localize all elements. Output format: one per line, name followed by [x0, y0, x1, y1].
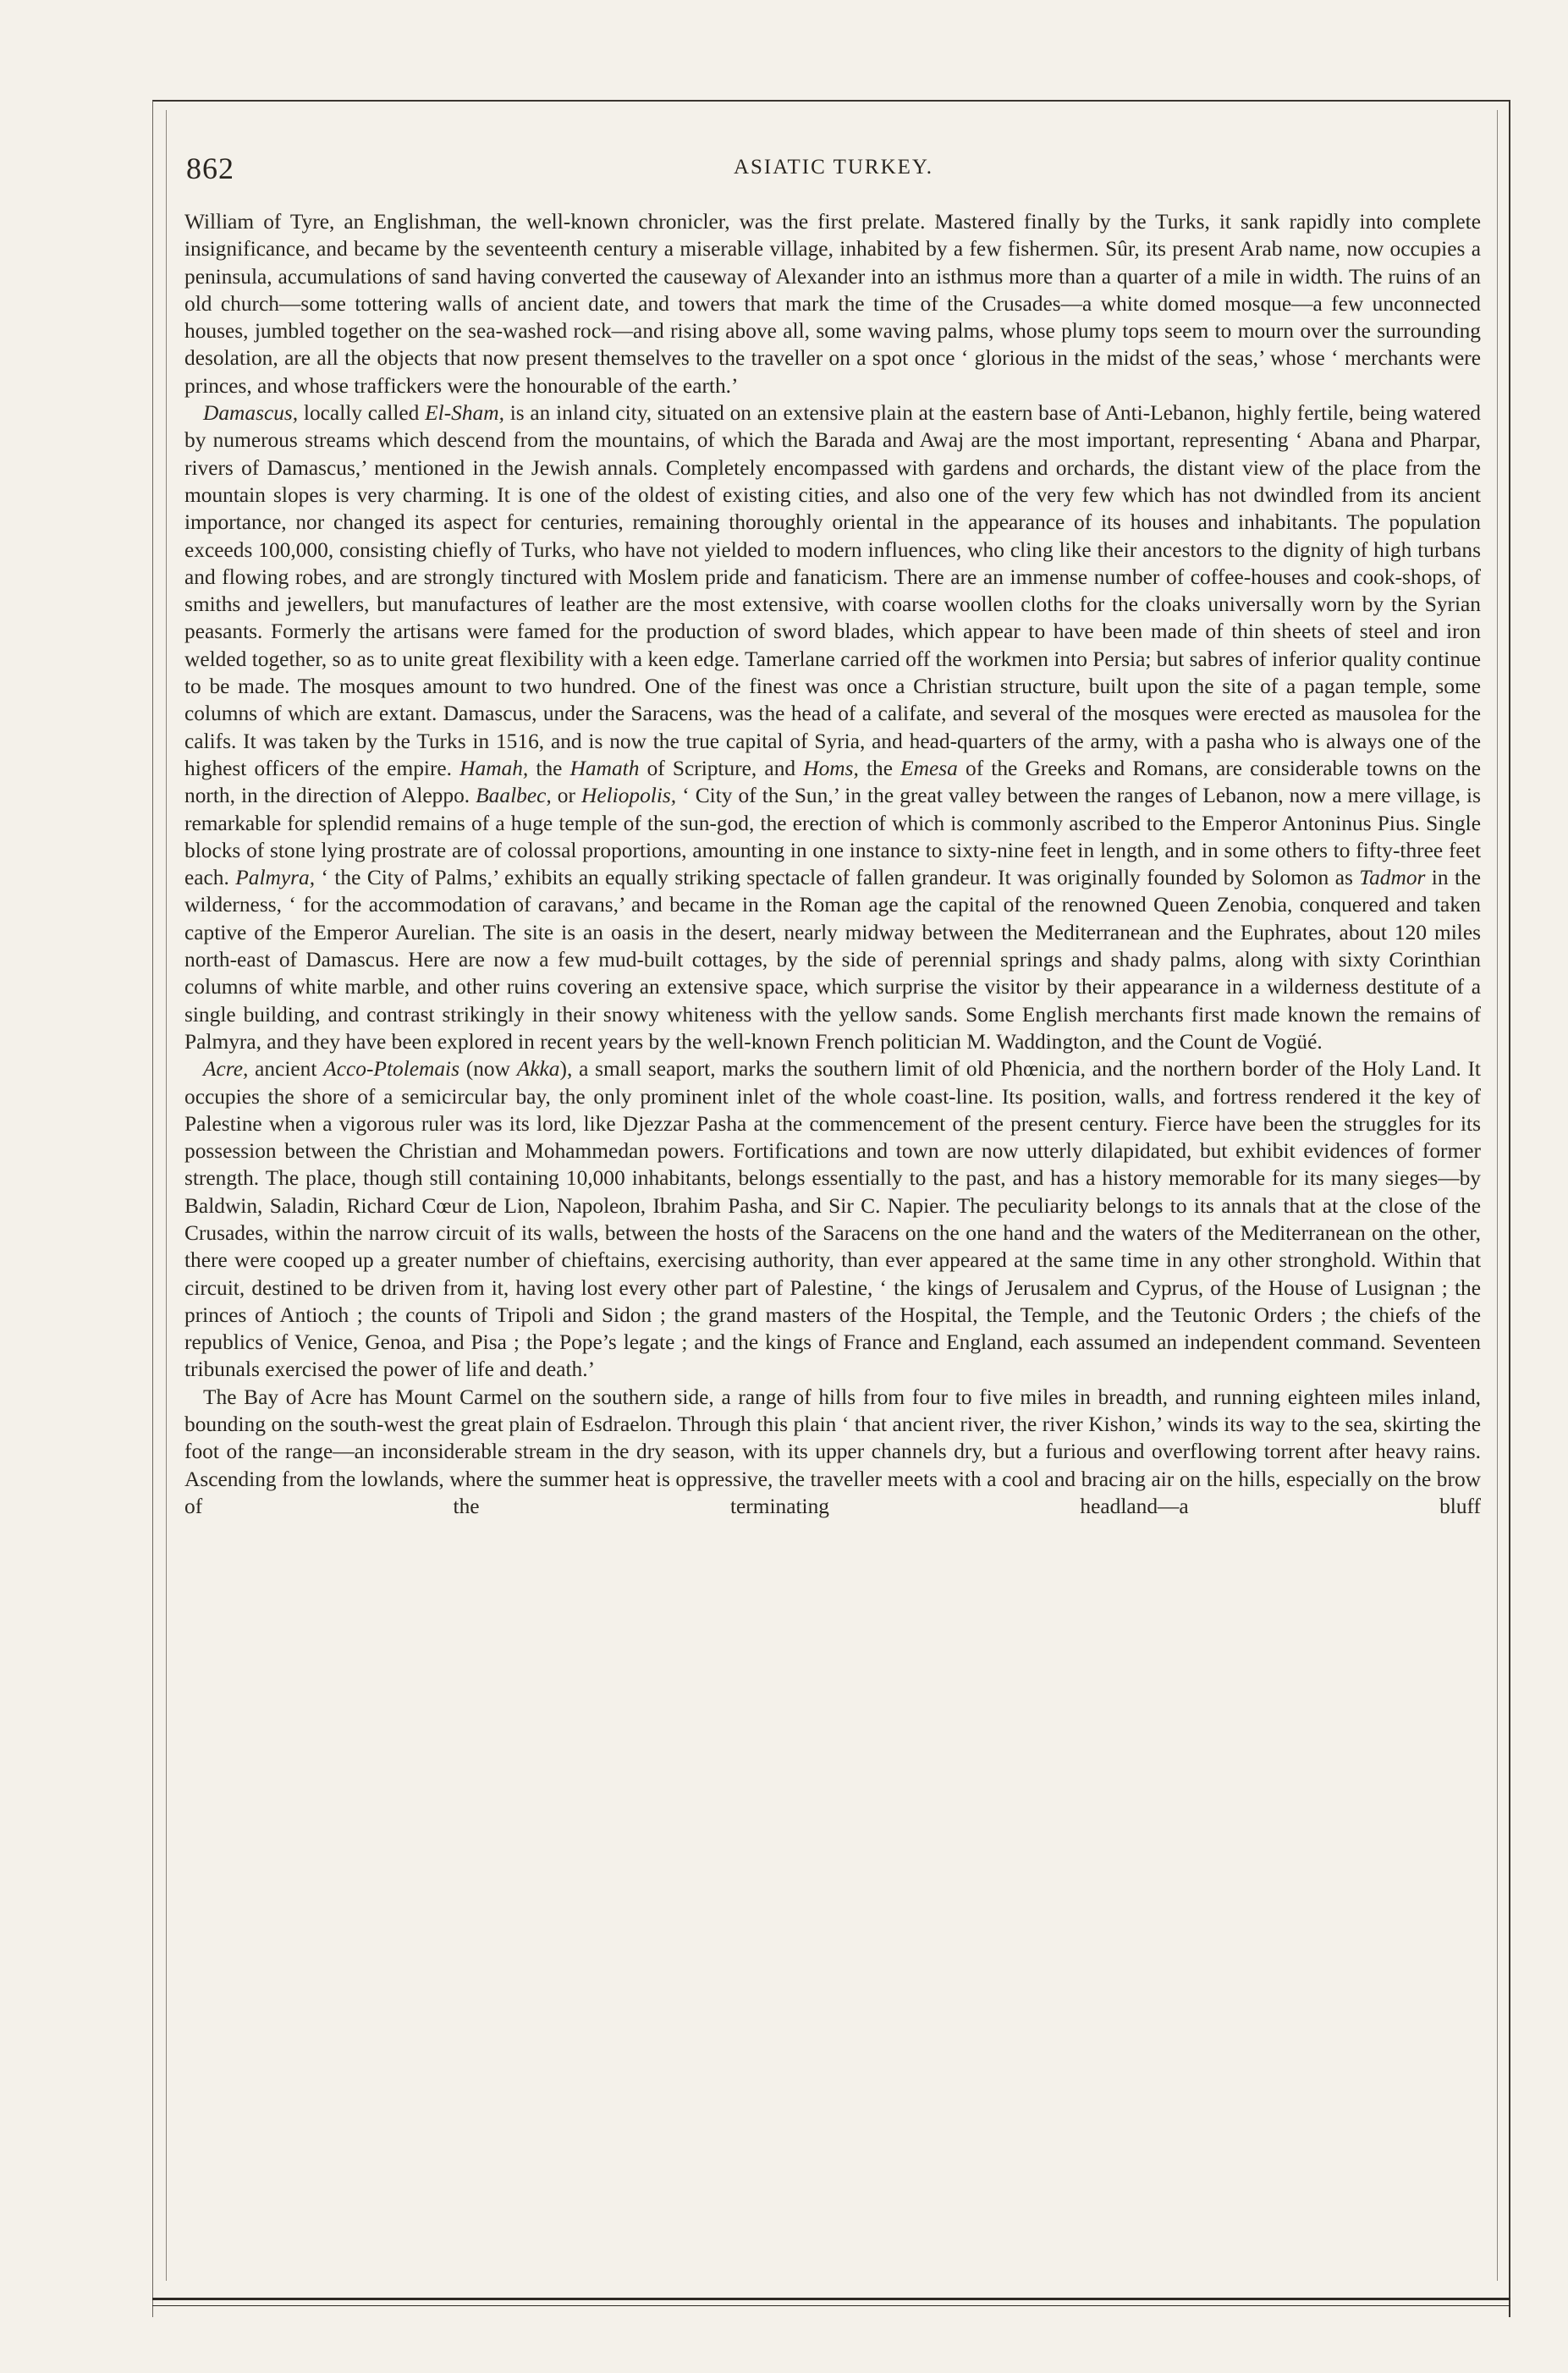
- paragraph-bay-of-acre: [184, 1384, 1481, 1520]
- italic-term: Akka: [516, 1057, 560, 1082]
- text-run: or: [551, 784, 581, 808]
- italic-term: Heliopolis,: [581, 784, 677, 808]
- body-text: [184, 208, 1481, 1520]
- running-head: ASIATIC TURKEY.: [733, 156, 934, 179]
- text-run: the: [528, 756, 570, 780]
- text-run: locally called: [298, 401, 426, 426]
- text-run: The Bay of Acre has Mount Carmel on the southern side, a range of hills from four to five miles in breadth, and running eighteen miles inland, bounding on the south-west the great plain of Esdraelon. Through this plain ‘ that ancient river, the river Kishon,’ winds its way to the sea, skirting the foot of the range—an inconsiderable stream in the dry season, with its upper channels dry, but a furious and overflowing torrent after heavy rains. Ascending from the lowlands, where the summer heat is oppressive, the traveller meets with a cool and bracing air on the hills, especially on the brow of the terminating headland—a bluff: [184, 1385, 1481, 1518]
- italic-term: Baalbec,: [476, 784, 552, 808]
- bottom-rule-thick: [152, 2298, 1510, 2300]
- page-number: 862: [186, 151, 234, 185]
- italic-term: Hamah,: [459, 756, 529, 780]
- italic-term: Emesa: [900, 756, 958, 780]
- text-run: (now: [459, 1057, 517, 1082]
- text-run: ‘ the City of Palms,’ exhibits an equally striking spectacle of fallen grandeur. It was originally founded by Solomon as: [315, 866, 1360, 890]
- paragraph-acre: [184, 1055, 1481, 1384]
- text-run: ancient: [248, 1057, 324, 1082]
- italic-term: Acco-Ptolemais: [323, 1057, 459, 1082]
- text-run: of Scripture, and: [639, 756, 804, 780]
- paragraph-tyre: [184, 208, 1481, 399]
- italic-term: Tadmor: [1359, 866, 1426, 890]
- page-header: [186, 151, 1481, 193]
- italic-term: El-Sham,: [425, 401, 504, 426]
- italic-term: Hamath: [569, 756, 640, 780]
- italic-term: Palmyra,: [235, 866, 316, 890]
- italic-term: Acre,: [203, 1057, 249, 1082]
- text-run: William of Tyre, an Englishman, the well-known chronicler, was the first prelate. Mastered finally by the Turks, it sank rapidly into complete insignificance, and became by the seventeenth century a miserable village, inhabited by a few fishermen. Sûr, its present Arab name, now occupies a peninsula, accumulations of sand having converted the causeway of Alexander into an isthmus more than a quarter of a mile in width. The ruins of an old church—some tottering walls of ancient date, and towers that mark the time of the Crusades—a white domed mosque—a few unconnected houses, jumbled together on the sea-washed rock—and rising above all, some waving palms, whose plumy tops seem to mourn over the surrounding desolation, are all the objects that now present themselves to the traveller on a spot once ‘ glorious in the midst of the seas,’ whose ‘ merchants were princes, and whose traffickers were the honourable of the earth.’: [184, 210, 1481, 398]
- paragraph-damascus: [184, 399, 1481, 1055]
- text-run: the: [858, 756, 901, 780]
- italic-term: Damascus,: [203, 401, 299, 426]
- bottom-rule-thin: [152, 2305, 1510, 2306]
- italic-term: Homs,: [803, 756, 859, 780]
- text-run: in the wilderness, ‘ for the accommodation of caravans,’ and became in the Roman age the capital of the renowned Queen Zenobia, conquered and taken captive of the Emperor Aurelian. The site is an oasis in the desert, nearly midway between the Mediterranean and the Euphrates, about 120 miles north-east of Damascus. Here are now a few mud-built cottages, by the side of perennial springs and shady palms, along with sixty Corinthian columns of white marble, and other ruins covering an extensive space, which surprise the visitor by their appearance in a wilderness destitute of a single building, and contrast strikingly in their snowy whiteness with the yellow sands. Some English merchants first made known the remains of Palmyra, and they have been explored in recent years by the well-known French politician M. Waddington, and the Count de Vogüé.: [184, 866, 1482, 1054]
- text-run: ‘ City of the Sun,’ in the great valley between the ranges of Lebanon, now a mere village, is remarkable for splendid remains of a huge temple of the sun-god, the erection of which is commonly ascribed to the Emperor Antoninus Pius. Single blocks of stone lying prostrate are of colossal proportions, amounting in one instance to sixty-nine feet in length, and in some others to fifty-three feet each.: [184, 784, 1481, 890]
- text-run: is an inland city, situated on an extensive plain at the eastern base of Anti-Lebanon, highly fertile, being watered by numerous streams which descend from the mountains, of which the Barada and Awaj are the most important, representing ‘ Abana and Pharpar, rivers of Damascus,’ mentioned in the Jewish annals. Completely encompassed with gardens and orchards, the distant view of the place from the mountain slopes is very charming. It is one of the oldest of existing cities, and also one of the very few which has not dwindled from its ancient importance, nor changed its aspect for centuries, remaining thoroughly oriental in the appearance of its houses and inhabitants. The population exceeds 100,000, consisting chiefly of Turks, who have not yielded to modern influences, who cling like their ancestors to the dignity of high turbans and flowing robes, and are strongly tinctured with Moslem pride and fanaticism. There are an immense number of coffee-houses and cook-shops, of smiths and jewellers, but manufactures of leather are the most extensive, with coarse woollen cloths for the cloaks universally worn by the Syrian peasants. Formerly the artisans were famed for the production of sword blades, which appear to have been made of thin sheets of steel and iron welded together, so as to unite great flexibility with a keen edge. Tamerlane carried off the workmen into Persia; but sabres of inferior quality continue to be made. The mosques amount to two hundred. One of the finest was once a Christian structure, built upon the site of a pagan temple, some columns of which are extant. Damascus, under the Saracens, was the head of a califate, and several of the mosques were erected as mausolea for the califs. It was taken by the Turks in 1516, and is now the true capital of Syria, and head-quarters of the army, with a pasha who is always one of the highest officers of the empire.: [184, 401, 1482, 780]
- text-run: of the Greeks and Romans, are considerable towns on the north, in the direction of Aleppo.: [184, 756, 1481, 808]
- text-run: ), a small seaport, marks the southern limit of old Phœnicia, and the northern border of the Holy Land. It occupies the shore of a semicircular bay, the only prominent inlet of the whole coast-line. Its position, walls, and fortress rendered it the key of Palestine when a vigorous ruler was its lord, like Djezzar Pasha at the commencement of the present century. Fierce have been the struggles for its possession between the Christian and Mohammedan powers. Fortifications and town are now utterly dilapidated, but exhibit evidences of former strength. The place, though still containing 10,000 inhabitants, belongs essentially to the past, and has a history memorable for its many sieges—by Baldwin, Saladin, Richard Cœur de Lion, Napoleon, Ibrahim Pasha, and Sir C. Napier. The peculiarity belongs to its annals that at the close of the Crusades, within the narrow circuit of its walls, between the hosts of the Saracens on the one hand and the waters of the Mediterranean on the other, there were cooped up a greater number of chieftains, exercising authority, than ever appeared at the same time in any other stronghold. Within that circuit, destined to be driven from it, having lost every other part of Palestine, ‘ the kings of Jerusalem and Cyprus, of the House of Lusignan ; the princes of Antioch ; the counts of Tripoli and Sidon ; the grand masters of the Hospital, the Temple, and the Teutonic Orders ; the chiefs of the republics of Venice, Genoa, and Pisa ; the Pope’s legate ; and the kings of France and England, each assumed an independent command. Seventeen tribunals exercised the power of life and death.’: [184, 1057, 1481, 1382]
